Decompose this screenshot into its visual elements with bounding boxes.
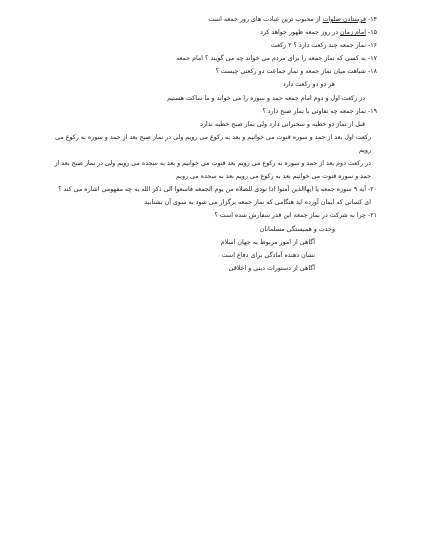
question-17: ۱۷- به کسی که نماز جمعه را برای مردم می خواند چه می گویند ؟ امام جمعه bbox=[176, 55, 377, 63]
question-14-number: ۱۴- bbox=[365, 16, 377, 23]
question-15-underlined-answer: امام زمان bbox=[340, 29, 366, 37]
question-21-answer-3: نشان دهنده آمادگی برای دفاع است bbox=[221, 251, 315, 259]
question-15 bbox=[42, 26, 377, 39]
questions-list bbox=[42, 13, 377, 275]
question-18: ۱۸- شباهت میان نماز جمعه و نماز جماعت دو رکعتی چیست ؟ bbox=[215, 68, 377, 76]
question-21: ۲۱- چرا به شرکت در نماز جمعه این قدر سفارش شده است ؟ bbox=[214, 212, 377, 220]
question-14 bbox=[42, 13, 377, 26]
question-21-answer-2: آگاهی از امور مربوط به جهان اسلام bbox=[220, 238, 315, 246]
question-16: ۱۶- نماز جمعه چند رکعت دارد ؟ ۲ رکعت bbox=[270, 42, 377, 50]
question-18-answer-1: هر دو دو رکعت دارد bbox=[282, 81, 335, 89]
question-14-underlined-answer: فرستادن صلوات bbox=[322, 16, 366, 23]
question-15-text: در روز جمعه ظهور خواهد کرد bbox=[260, 29, 341, 37]
question-14-text: از محبوب ترین عبادت های روز جمعه است bbox=[208, 16, 323, 23]
question-20: ۲۰- آیه ۹ سوره جمعه یا ایهاالذین آمنوا اذا نودی للصلاه من یوم الجمعه فاسعوا الی ذکر الله به چه مفهومی اشاره می کند ؟ bbox=[58, 186, 377, 194]
question-21-answer-1: وحدت و همبستگی مسلمانان bbox=[259, 225, 335, 233]
question-15-number: ۱۵- bbox=[365, 29, 377, 37]
question-19-answer-2: رکعت اول بعد از حمد و سوره قنوت می خوانیم و بعد به رکوع می رویم ولی در نماز صبح بعد از حمد و سوره به رکوع می رویم bbox=[55, 133, 371, 154]
question-21-answer-4: آگاهی از دستورات دینی و اخلاقی bbox=[228, 264, 315, 272]
question-19-answer-1: قبل از نماز دو خطبه و سخنرانی دارد ولی نماز صبح خطبه ندارد bbox=[200, 120, 365, 128]
question-18-answer-2: در رکعت اول و دوم امام جمعه حمد و سوره را می خواند و ما ساکت هستیم bbox=[167, 94, 365, 102]
question-19-answer-3: در رکعت دوم بعد از حمد و سوره به رکوع می رویم بعد قنوت می خوانیم و بعد به سجده می رویم ولی در نماز صبح بعد از حمد و سوره قنوت می خوانیم بعد به رکوع می رویم بعد به سجده می رویم bbox=[54, 160, 371, 181]
question-20-answer-1: ای کسانی که ایمان آورده اید هنگامی که نماز جمعه برگزار می شود به سوی آن بشتابید bbox=[144, 199, 371, 207]
question-19: ۱۹- نماز جمعه چه تفاوتی با نماز صبح دارد ؟ bbox=[262, 107, 377, 115]
